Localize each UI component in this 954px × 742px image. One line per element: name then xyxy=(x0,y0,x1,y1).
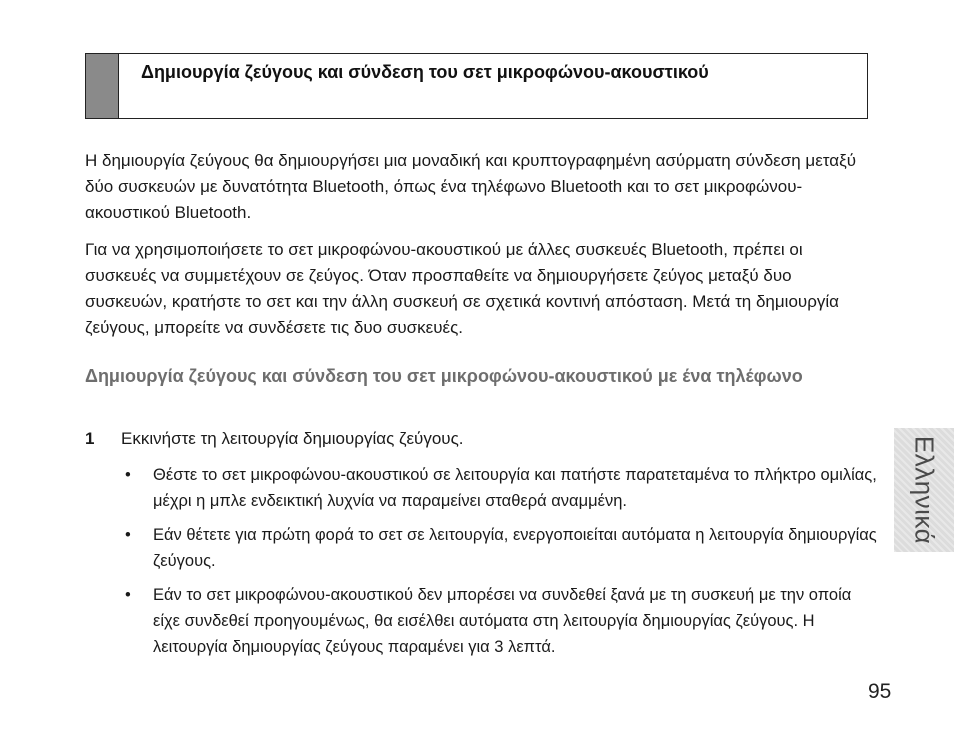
bullet-icon: • xyxy=(125,466,131,484)
page-number: 95 xyxy=(868,680,892,703)
step-1 xyxy=(85,427,464,451)
bullet-list xyxy=(121,462,881,668)
bullet-text: Θέστε το σετ μικροφώνου-ακουστικού σε λειτουργία και πατήστε παρατεταμένα το πλήκτρο ομιλίας, μέχρι η μπλε ενδεικτική λυχνία να παραμείνει σταθερά αναμμένη. xyxy=(153,466,877,510)
section-title: Δημιουργία ζεύγους και σύνδεση του σετ μικροφώνου-ακουστικού xyxy=(141,62,709,82)
list-item xyxy=(121,522,881,574)
bullet-text: Εάν το σετ μικροφώνου-ακουστικού δεν μπορέσει να συνδεθεί ξανά με τη συσκευή με την οποία είχε συνδεθεί προηγουμένως, θα εισέλθει αυτόματα στη λειτουργία δημιουργίας ζεύγους. Η λειτουργία δημιουργίας ζεύγους παραμένει για 3 λεπτά. xyxy=(153,586,852,656)
bullet-icon: • xyxy=(125,526,131,544)
intro-paragraph-2: Για να χρησιμοποιήσετε το σετ μικροφώνου-ακουστικού με άλλες συσκευές Bluetooth, πρέπει οι συσκευές να συμμετέχουν σε ζεύγος. Όταν προσπαθείτε να δημιουργήσετε ζεύγος μεταξύ δυο συσκευών, κρατήστε το σετ και την άλλη συσκευή σε σχετικά κοντινή απόσταση. Μετά τη δημιουργία ζεύγους, μπορείτε να συνδέσετε τις δυο συσκευές. xyxy=(85,240,839,337)
list-item xyxy=(121,462,881,514)
step-text: Εκκινήστε τη λειτουργία δημιουργίας ζεύγους. xyxy=(121,429,464,448)
language-tab-label: Ελληνικά xyxy=(909,435,940,545)
subsection-heading: Δημιουργία ζεύγους και σύνδεση του σετ μικροφώνου-ακουστικού με ένα τηλέφωνο xyxy=(85,366,803,386)
language-side-tab xyxy=(894,428,954,552)
section-header xyxy=(85,53,868,119)
section-header-bar xyxy=(86,54,119,118)
intro-paragraph-1: Η δημιουργία ζεύγους θα δημιουργήσει μια μοναδική και κρυπτογραφημένη ασύρματη σύνδεση μεταξύ δύο συσκευών με δυνατότητα Bluetooth, όπως ένα τηλέφωνο Bluetooth και το σετ μικροφώνου-ακουστικού Bluetooth. xyxy=(85,151,857,222)
step-number: 1 xyxy=(85,429,95,448)
bullet-icon: • xyxy=(125,586,131,604)
list-item xyxy=(121,582,881,660)
bullet-text: Εάν θέτετε για πρώτη φορά το σετ σε λειτουργία, ενεργοποιείται αυτόματα η λειτουργία δημιουργίας ζεύγους. xyxy=(153,526,877,570)
